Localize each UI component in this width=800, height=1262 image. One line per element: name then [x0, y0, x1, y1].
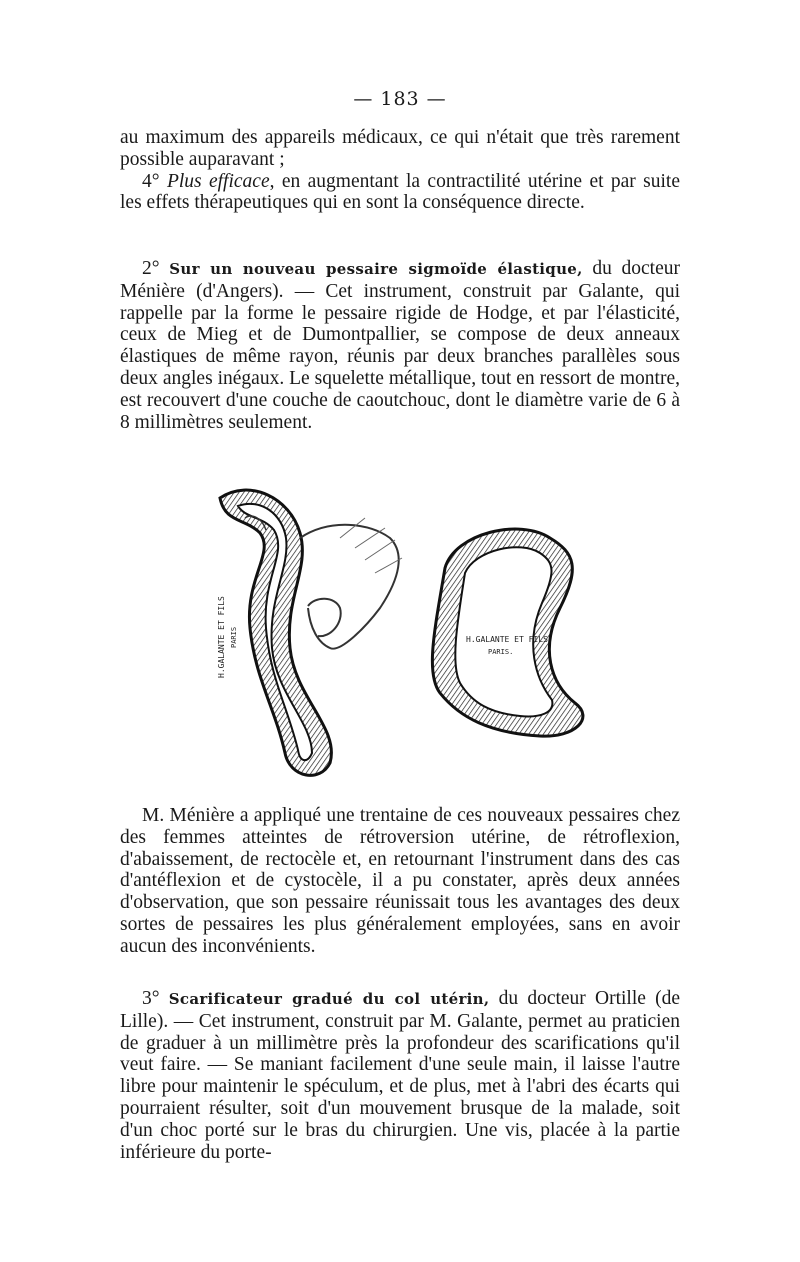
paragraph-continuation: au maximum des appareils médicaux, ce qui n'était que très rarement possible auparavant ;	[120, 127, 680, 170]
section-heading: Scarificateur gradué du col utérin,	[168, 990, 490, 1008]
section-text: du docteur Ortille (de Lille). — Cet instrument, construit par M. Galante, permet au praticien de graduer à un millimètre près la profondeur des scarifications qu'il veut faire. — Se maniant facilement d'une seule main, il laisse l'autre libre pour maintenir le spéculum, et de plus, met à l'abri des écarts qui pourraient résulter, soit d'un mouvement brusque de la malade, soit d'un choc porté sur le bras du chirurgien. Une vis, placée à la partie inférieure du porte-	[120, 988, 680, 1163]
text-block-1	[120, 127, 680, 214]
item-text: , en augmentant la contractilité utérine et par suite les effets thérapeutiques qui en sont la conséquence directe.	[120, 170, 680, 214]
stamp-left-line-2: PARIS	[230, 626, 238, 648]
text-block-4	[120, 988, 680, 1163]
stamp-left-line-1: H.GALANTE ET FILS	[217, 596, 226, 678]
paragraph-meniere: M. Ménière a appliqué une trentaine de ces nouveaux pessaires chez des femmes atteintes de rétroversion utérine, de rétroflexion, d'abaissement, de rectocèle et, en retournant l'instrument dans des cas d'antéflexion et de cystocèle, il a pu constater, après deux années d'observation, que son pessaire réunissait tous les avantages des deux sortes de pessaires les plus généralement employées, sans en avoir aucun des inconvénients.	[120, 805, 680, 957]
item-title: Plus efficace	[166, 170, 270, 192]
section-number: 3°	[142, 988, 160, 1009]
stamp-right-line-1: H.GALANTE ET FILS	[466, 635, 548, 644]
text-block-3	[120, 805, 680, 958]
section-heading: Sur un nouveau pessaire sigmoïde élastique,	[169, 260, 583, 278]
pessary-drawing	[190, 478, 630, 790]
text-block-2	[120, 258, 680, 433]
finger-outline	[300, 518, 402, 649]
item-number: 4°	[142, 170, 160, 192]
section-text: du docteur Ménière (d'Angers). — Cet instrument, construit par Galante, qui rappelle par la forme le pessaire rigide de Hodge, et par l'élasticité, ceux de Mieg et de Dumontpallier, se compose de deux anneaux élastiques de même rayon, réunis par deux branches parallèles sous deux angles inégaux. Le squelette métallique, tout en ressort de montre, est recouvert d'une couche de caoutchouc, dont le diamètre varie de 6 à 8 millimètres seulement.	[120, 258, 680, 433]
page-number: — 183 —	[353, 88, 447, 110]
stamp-right-line-2: PARIS.	[488, 648, 514, 656]
paragraph-scarificateur	[120, 988, 680, 1163]
ring-pessary-right	[432, 529, 583, 736]
paragraph-pessaire	[120, 258, 680, 433]
section-number: 2°	[142, 258, 160, 279]
paragraph-item-4	[120, 171, 680, 215]
pessary-illustration	[190, 478, 630, 790]
